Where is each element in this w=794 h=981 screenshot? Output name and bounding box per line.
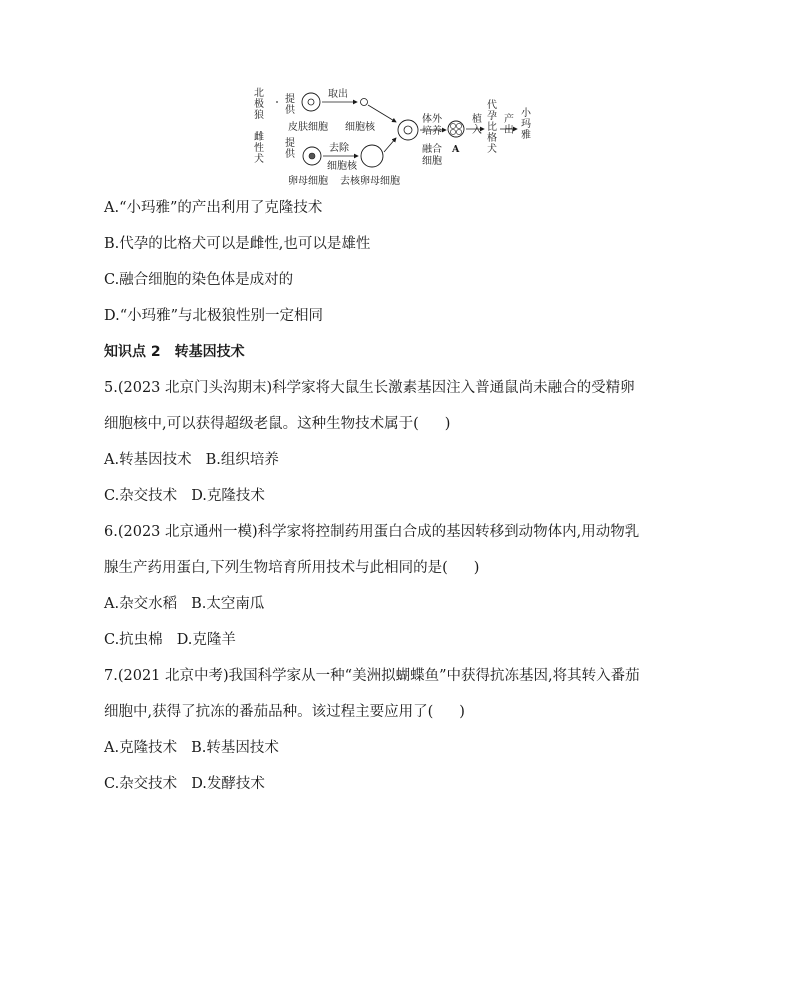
egg-cell-icon (303, 147, 321, 165)
q6-options-row1 (104, 594, 264, 614)
q6-option-d: D.克隆羊 (176, 632, 236, 648)
q6-option-b: B.太空南瓜 (191, 596, 265, 612)
cloning-process-diagram (250, 84, 550, 188)
q7-option-b: B.转基因技术 (191, 740, 279, 756)
q7-option-c: C.杂交技术 (104, 776, 178, 792)
fused-cell-icon (398, 120, 418, 140)
q7-options-row2 (104, 774, 265, 794)
q7-option-d: D.发酵技术 (191, 776, 265, 792)
svg-text:植入: 植入 (472, 114, 482, 136)
enucleated-egg-label: 去核卵母细胞 (340, 176, 400, 187)
take-out-label: 取出 (328, 89, 348, 100)
result-label (521, 106, 532, 141)
q5-stem-line2: 细胞核中,可以获得超级老鼠。这种生物技术属于( ) (104, 416, 451, 432)
egg-cell-label: 卵母细胞 (288, 176, 328, 187)
svg-text:提供: 提供 (285, 138, 295, 160)
q7-stem-line1: 7.(2021 北京中考)我国科学家从一种“美洲拟蝴蝶鱼”中获得抗冻基因,将其转入番茄 (104, 668, 640, 684)
provide-label-2 (285, 136, 296, 160)
svg-text:雌性犬: 雌性犬 (254, 132, 264, 165)
surrogate-label (487, 98, 497, 155)
birth-label (504, 112, 514, 136)
fused-cell-label (422, 142, 442, 167)
skin-cell-label: 皮肤细胞 (288, 122, 328, 133)
q6-options-row2 (104, 630, 236, 650)
svg-text:提供: 提供 (285, 94, 295, 116)
svg-text:代孕比格犬: 代孕比格犬 (487, 100, 497, 155)
q7-options-row1 (104, 738, 279, 758)
q7-option-a: A.克隆技术 (104, 740, 178, 756)
section-title: 知识点 2 转基因技术 (104, 344, 245, 360)
q7-stem-line2: 细胞中,获得了抗冻的番茄品种。该过程主要应用了( ) (104, 704, 465, 720)
female-dog-label (254, 130, 264, 165)
q5-stem-line1: 5.(2023 北京门头沟期末)科学家将大鼠生长激素基因注入普通鼠尚未融合的受精卵 (104, 380, 635, 396)
embryo-a-label: A (452, 144, 460, 155)
remove-label: 去除 (329, 143, 349, 154)
skin-cell-icon (302, 93, 320, 111)
svg-text:融合细胞: 融合细胞 (422, 144, 442, 167)
culture-label (422, 112, 443, 137)
q5-option-b: B.组织培养 (205, 452, 279, 468)
q6-stem-line2: 腺生产药用蛋白,下列生物培育所用技术与此相同的是( ) (104, 560, 480, 576)
q5-option-c: C.杂交技术 (104, 488, 178, 504)
provide-label-1 (285, 92, 296, 116)
q5-option-d: D.克隆技术 (191, 488, 265, 504)
svg-text:小玛雅: 小玛雅 (521, 108, 531, 141)
q6-stem-line1: 6.(2023 北京通州一模)科学家将控制药用蛋白合成的基因转移到动物体内,用动物乳 (104, 524, 640, 540)
arctic-wolf-label (254, 87, 264, 121)
q6-option-a: A.杂交水稻 (104, 596, 178, 612)
implant-label (472, 112, 482, 136)
q5-options-row2 (104, 486, 265, 506)
embryo-icon (448, 121, 464, 137)
remove-nucleus-label: 细胞核 (327, 161, 357, 172)
svg-text:产出: 产出 (504, 114, 514, 136)
q5-option-a: A.转基因技术 (104, 452, 192, 468)
enucleated-egg-icon (361, 145, 383, 167)
q4-option-a: A.“小玛雅”的产出利用了克隆技术 (104, 200, 323, 216)
svg-text:体外培养: 体外培养 (422, 114, 442, 137)
svg-text:北极狼: 北极狼 (254, 88, 264, 121)
q5-options-row1 (104, 450, 279, 470)
nucleus-label: 细胞核 (345, 122, 375, 133)
q4-option-c: C.融合细胞的染色体是成对的 (104, 272, 294, 288)
q4-option-d: D.“小玛雅”与北极狼性别一定相同 (104, 308, 324, 324)
q4-option-b: B.代孕的比格犬可以是雌性,也可以是雄性 (104, 236, 371, 252)
nucleus-icon (361, 99, 368, 106)
q6-option-c: C.抗虫棉 (104, 632, 163, 648)
